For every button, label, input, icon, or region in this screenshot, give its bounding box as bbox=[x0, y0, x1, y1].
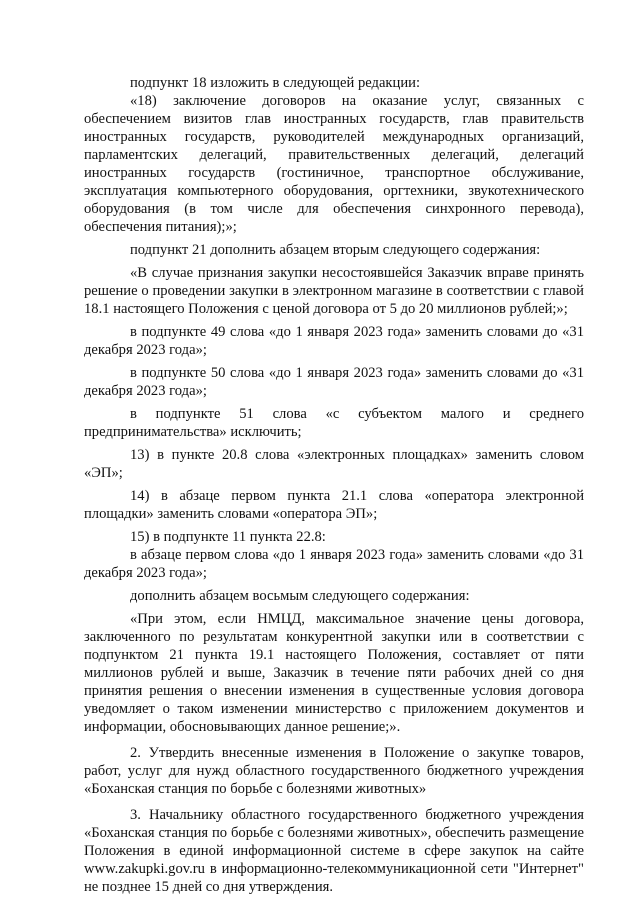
paragraph-6: в подпункте 50 слова «до 1 января 2023 года» заменить словами до «31 декабря 2023 года»; bbox=[84, 365, 584, 399]
document-body bbox=[84, 74, 584, 896]
paragraph-15: 3. Начальнику областного государственного бюджетного учреждения «Боханская станция по борьбе с болезнями животных», обеспечить размещение Положения в единой информационной системе в сфере закупок на сайте www.zakupki.gov.ru в информационно-телекоммуникационной сети "Интернет" не позднее 15 дней со дня утверждения. bbox=[84, 807, 584, 895]
paragraph-8: 13) в пункте 20.8 слова «электронных площадках» заменить словом «ЭП»; bbox=[84, 447, 584, 481]
paragraph-13: «При этом, если НМЦД, максимальное значение цены договора, заключенного по результатам конкурентной закупки или в соответствии с подпунктом 21 пункта 19.1 настоящего Положения, составляет от пяти миллионов рублей и выше, Заказчик в течение пяти рабочих дней со дня принятия решения о внесении изменения в существенные условия договора уведомляет о таком изменении министерство с приложением документов и информации, обосновывающих данное решение;». bbox=[84, 611, 584, 735]
paragraph-11: в абзаце первом слова «до 1 января 2023 года» заменить словами «до 31 декабря 2023 года»; bbox=[84, 547, 584, 581]
paragraph-9: 14) в абзаце первом пункта 21.1 слова «оператора электронной площадки» заменить словами «оператора ЭП»; bbox=[84, 488, 584, 522]
paragraph-7: в подпункте 51 слова «с субъектом малого и среднего предпринимательства» исключить; bbox=[84, 406, 584, 440]
paragraph-2: «18) заключение договоров на оказание услуг, связанных с обеспечением визитов глав иностранных государств, глав правительств иностранных государств, руководителей международных организаций, парламентских делегаций, правительственных делегаций, делегаций иностранных государств (гостиничное, транспортное обслуживание, эксплуатация компьютерного оборудования, оргтехники, звукотехнического оборудования (в том числе для обеспечения синхронного перевода), обеспечения питания);»; bbox=[84, 93, 584, 235]
paragraph-5: в подпункте 49 слова «до 1 января 2023 года» заменить словами до «31 декабря 2023 года»; bbox=[84, 324, 584, 358]
paragraph-3: подпункт 21 дополнить абзацем вторым следующего содержания: bbox=[130, 242, 541, 258]
paragraph-12: дополнить абзацем восьмым следующего содержания: bbox=[130, 588, 470, 604]
paragraph-14: 2. Утвердить внесенные изменения в Положение о закупке товаров, работ, услуг для нужд областного государственного бюджетного учреждения «Боханская станция по борьбе с болезнями животных» bbox=[84, 745, 584, 797]
paragraph-1: подпункт 18 изложить в следующей редакции: bbox=[130, 75, 421, 91]
paragraph-10: 15) в подпункте 11 пункта 22.8: bbox=[130, 529, 326, 545]
paragraph-4: «В случае признания закупки несостоявшейся Заказчик вправе принять решение о проведении закупки в электронном магазине в соответствии с главой 18.1 настоящего Положения с ценой договора от 5 до 20 миллионов рублей;»; bbox=[84, 265, 584, 317]
